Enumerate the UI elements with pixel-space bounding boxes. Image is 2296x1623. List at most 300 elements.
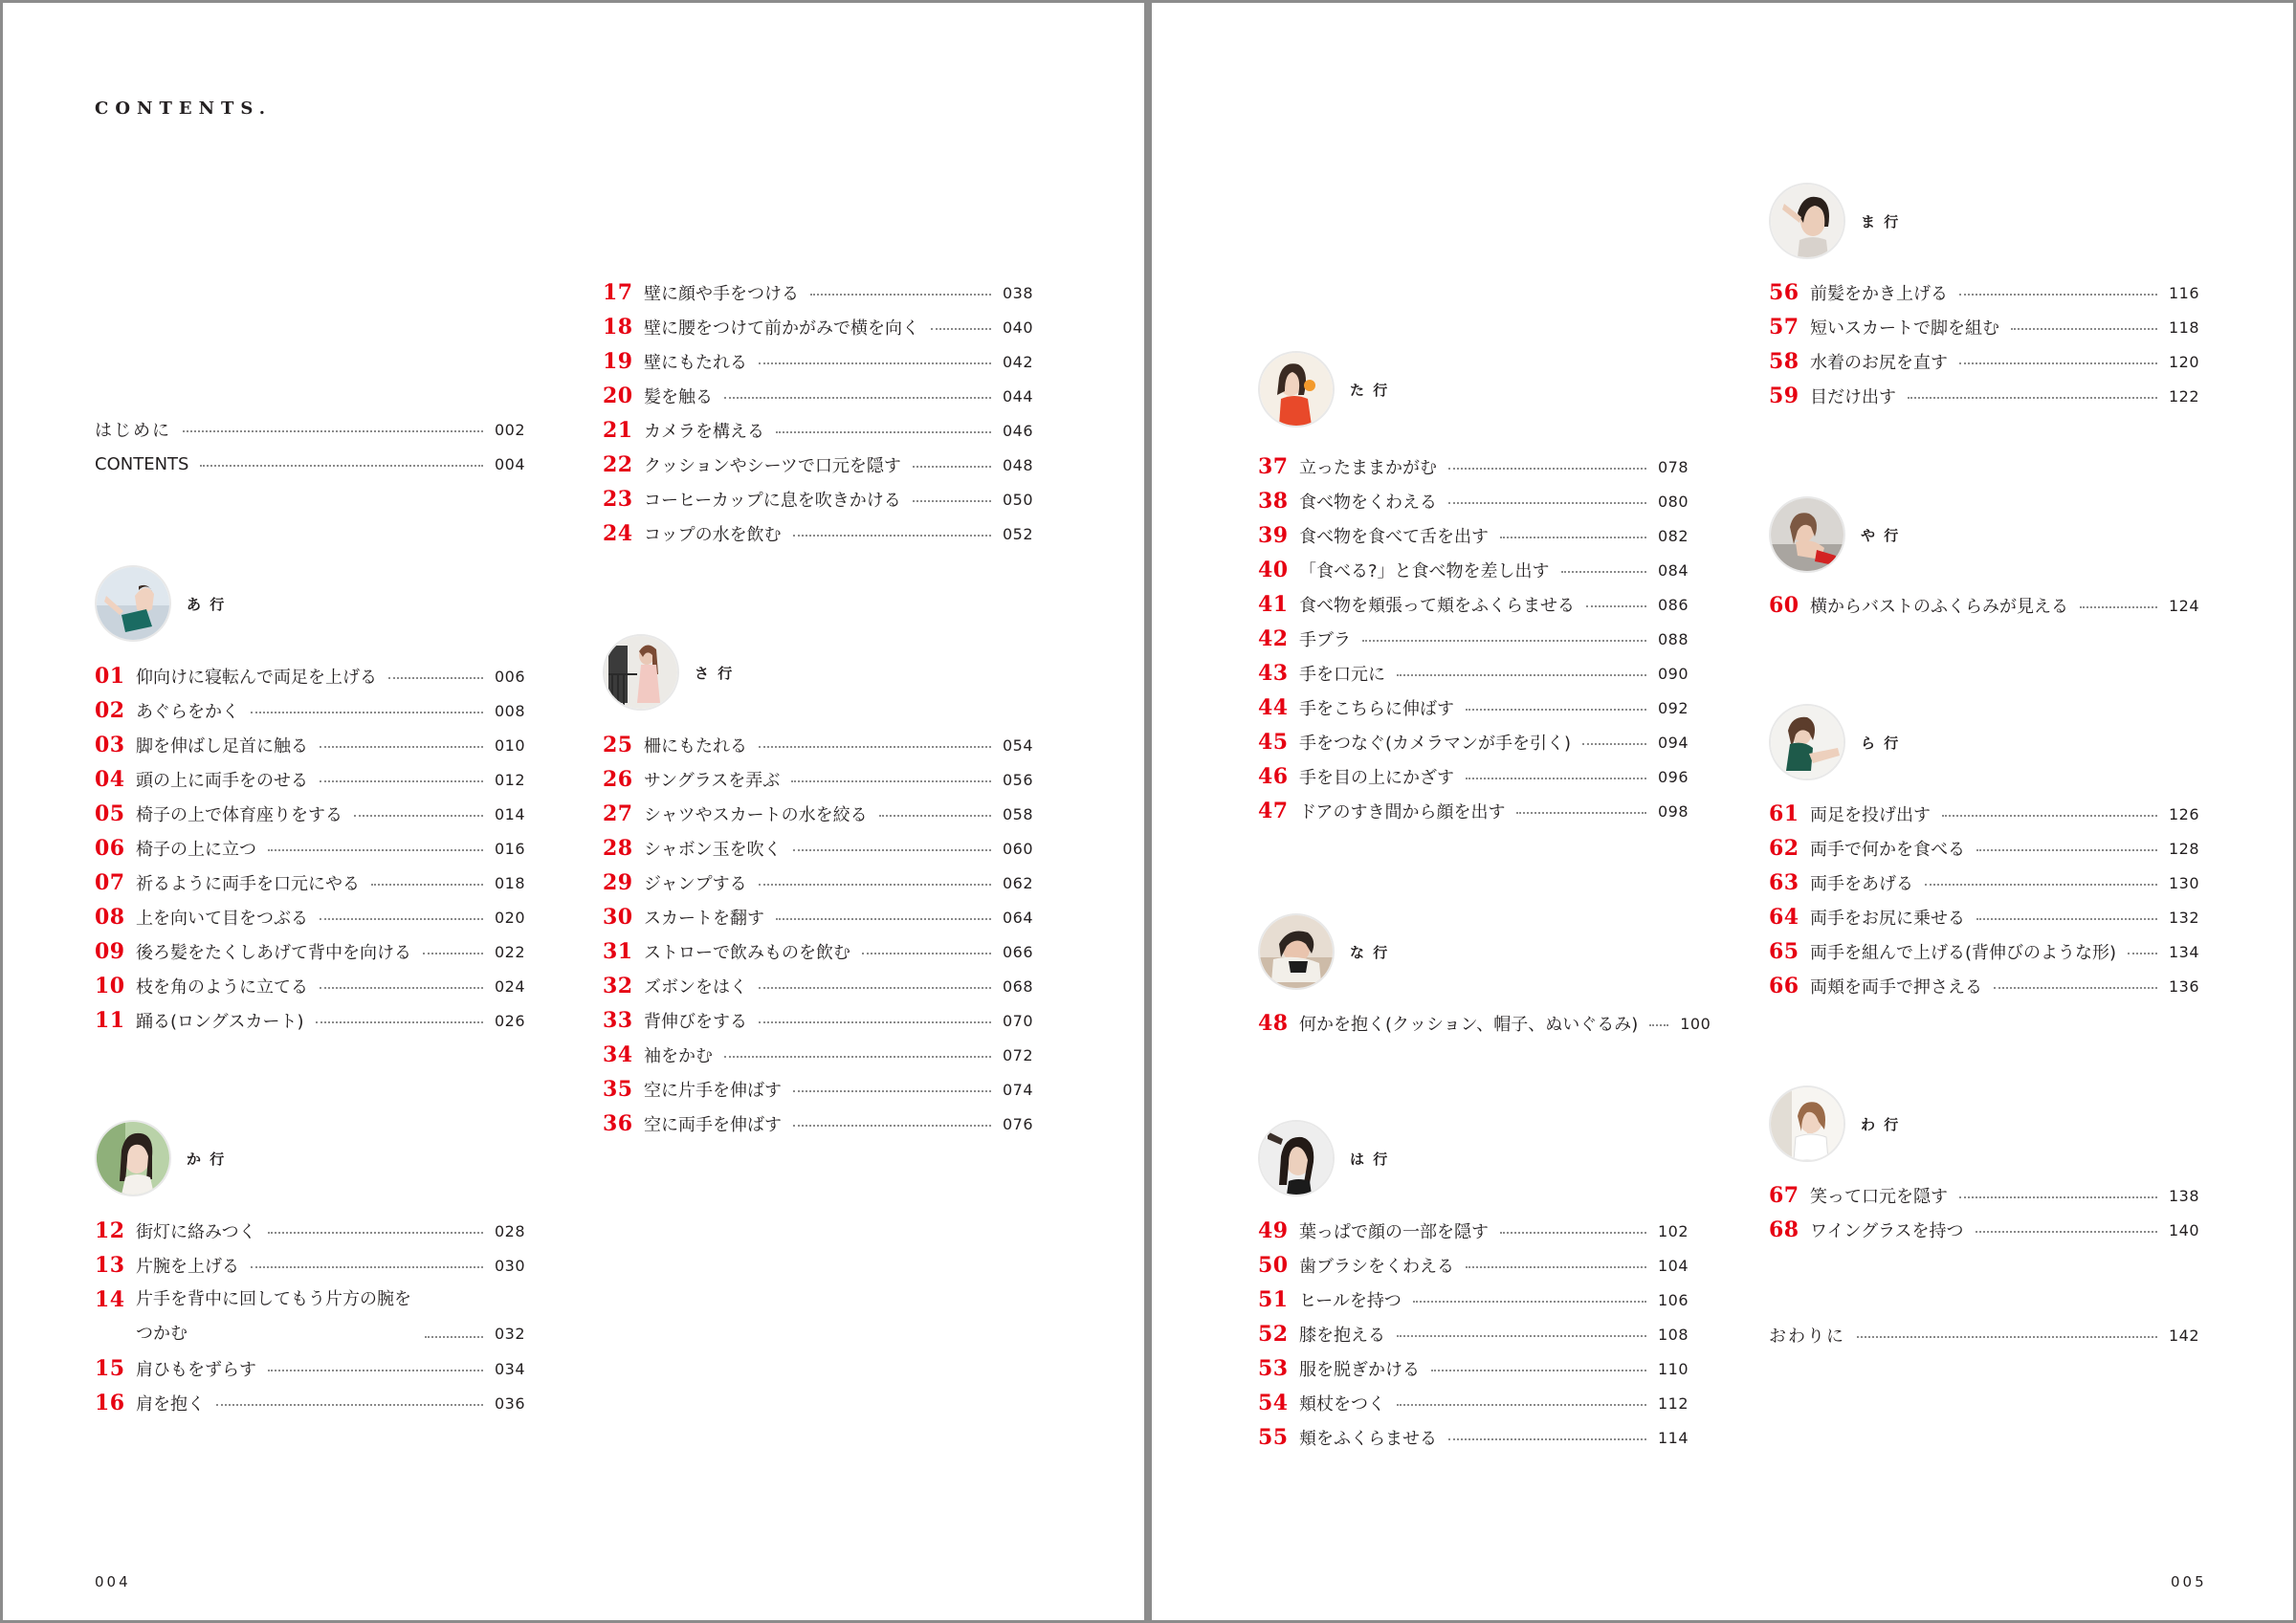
toc-entry[interactable] bbox=[1258, 622, 1689, 656]
dot-leader bbox=[1397, 1335, 1646, 1337]
entry-page: 018 bbox=[494, 873, 525, 892]
toc-entry[interactable] bbox=[1258, 1420, 1689, 1455]
entry-title: サングラスを弄ぶ bbox=[644, 771, 781, 791]
entry-title: 片手を背中に回してもう片方の腕をつかむ bbox=[136, 1289, 411, 1344]
entry-title: 両頬を両手で押さえる bbox=[1810, 977, 1982, 998]
dot-leader bbox=[913, 500, 991, 502]
toc-entry[interactable] bbox=[95, 1003, 525, 1038]
entry-number: 40 bbox=[1258, 558, 1289, 582]
dot-leader bbox=[724, 1056, 991, 1058]
section-label: ま 行 bbox=[1861, 212, 1901, 230]
dot-leader bbox=[1516, 812, 1645, 814]
entry-title: 祈るように両手を口元にやる bbox=[136, 874, 360, 894]
entry-number: 16 bbox=[95, 1391, 125, 1415]
entry-number: 21 bbox=[603, 418, 633, 443]
entry-number: 05 bbox=[95, 801, 125, 826]
entry-page: 082 bbox=[1657, 526, 1689, 545]
entry-number: 54 bbox=[1258, 1391, 1289, 1415]
entry-title: 食べ物を食べて舌を出す bbox=[1299, 527, 1489, 547]
entry-page: 008 bbox=[494, 701, 525, 720]
dot-leader bbox=[776, 918, 991, 920]
page-folio: 005 bbox=[2171, 1573, 2207, 1590]
toc-entry[interactable] bbox=[1769, 379, 2199, 413]
entry-page: 078 bbox=[1657, 457, 1689, 476]
dot-leader bbox=[2011, 328, 2157, 330]
entry-page: 116 bbox=[2168, 283, 2199, 302]
toc-entry[interactable] bbox=[603, 831, 1033, 866]
entry-number: 48 bbox=[1258, 1011, 1289, 1036]
dot-leader bbox=[793, 849, 991, 851]
toc-entry[interactable] bbox=[1258, 1006, 1711, 1041]
toc-entry[interactable] bbox=[95, 447, 525, 481]
toc-entry[interactable] bbox=[95, 900, 525, 934]
entry-title: 壁に腰をつけて前かがみで横を向く bbox=[644, 318, 919, 339]
toc-entry[interactable] bbox=[603, 448, 1033, 482]
entry-number: 47 bbox=[1258, 799, 1289, 823]
entry-page: 122 bbox=[2168, 386, 2199, 406]
dot-leader bbox=[1413, 1301, 1646, 1303]
dot-leader bbox=[316, 1021, 483, 1023]
toc-entry[interactable] bbox=[1258, 450, 1689, 484]
dot-leader bbox=[1397, 1404, 1646, 1406]
dot-leader bbox=[320, 746, 483, 748]
section-header-a bbox=[95, 565, 226, 642]
dot-leader bbox=[251, 1266, 483, 1268]
entry-page: 046 bbox=[1002, 421, 1033, 440]
entry-title: カメラを構える bbox=[644, 422, 764, 442]
entry-title: 後ろ髪をたくしあげて背中を向ける bbox=[136, 943, 411, 963]
entry-page: 004 bbox=[494, 454, 525, 473]
toc-entry[interactable] bbox=[95, 1283, 525, 1351]
entry-page: 120 bbox=[2168, 352, 2199, 371]
entry-page: 130 bbox=[2168, 873, 2199, 892]
entry-title: 手を目の上にかざす bbox=[1299, 768, 1454, 788]
dot-leader bbox=[320, 987, 483, 989]
dot-leader bbox=[251, 712, 483, 713]
entry-title: 手ブラ bbox=[1299, 630, 1351, 650]
entry-number: 62 bbox=[1769, 836, 1799, 861]
entry-number: 49 bbox=[1258, 1218, 1289, 1243]
dot-leader bbox=[1959, 362, 2157, 364]
toc-entry[interactable] bbox=[1258, 1351, 1689, 1386]
portrait-photo-icon bbox=[1769, 1086, 1845, 1162]
entry-page: 080 bbox=[1657, 492, 1689, 511]
dot-leader bbox=[200, 465, 482, 467]
entry-title: 服を脱ぎかける bbox=[1299, 1360, 1420, 1380]
portrait-photo-icon bbox=[95, 565, 171, 642]
entry-title: 立ったままかがむ bbox=[1299, 458, 1437, 478]
entry-page: 012 bbox=[494, 770, 525, 789]
entry-page: 102 bbox=[1657, 1221, 1689, 1240]
toc-entry[interactable] bbox=[1258, 1283, 1689, 1317]
entry-number: 33 bbox=[603, 1008, 633, 1033]
dot-leader bbox=[1994, 987, 2157, 989]
entry-title: おわりに bbox=[1769, 1327, 1845, 1347]
toc-entry[interactable] bbox=[1258, 484, 1689, 518]
dot-leader bbox=[1448, 1438, 1646, 1440]
dot-leader bbox=[724, 397, 991, 399]
toc-entry[interactable] bbox=[1258, 759, 1689, 794]
entry-page: 136 bbox=[2168, 976, 2199, 996]
entry-page: 044 bbox=[1002, 386, 1033, 406]
entry-number: 55 bbox=[1258, 1425, 1289, 1450]
dot-leader bbox=[423, 953, 483, 954]
section-label: わ 行 bbox=[1861, 1115, 1901, 1133]
entry-page: 076 bbox=[1002, 1114, 1033, 1133]
entry-title: 手をつなぐ(カメラマンが手を引く) bbox=[1299, 734, 1572, 754]
dot-leader bbox=[1908, 397, 2157, 399]
portrait-photo-icon bbox=[1258, 913, 1335, 990]
section-header-ma bbox=[1769, 183, 1900, 259]
toc-entry[interactable] bbox=[95, 1386, 525, 1420]
toc-entry[interactable] bbox=[95, 831, 525, 866]
entry-title: 頬をふくらませる bbox=[1299, 1429, 1437, 1449]
entry-number: 13 bbox=[95, 1253, 125, 1278]
toc-entry[interactable] bbox=[603, 934, 1033, 969]
toc-entry[interactable] bbox=[1258, 725, 1689, 759]
dot-leader bbox=[810, 294, 991, 296]
toc-entry[interactable] bbox=[95, 934, 525, 969]
entry-page: 084 bbox=[1657, 560, 1689, 580]
toc-entry[interactable] bbox=[95, 797, 525, 831]
section-header-ya bbox=[1769, 496, 1900, 573]
left-page bbox=[3, 3, 1144, 1620]
toc-entry[interactable] bbox=[603, 413, 1033, 448]
toc-entry[interactable] bbox=[603, 969, 1033, 1003]
toc-entry[interactable] bbox=[95, 866, 525, 900]
entry-page: 074 bbox=[1002, 1080, 1033, 1099]
entry-number: 42 bbox=[1258, 626, 1289, 651]
portrait-photo-icon bbox=[603, 634, 679, 711]
entry-title: 両手を組んで上げる(背伸びのような形) bbox=[1810, 943, 2117, 963]
toc-entry[interactable] bbox=[603, 1038, 1033, 1072]
entry-number: 63 bbox=[1769, 870, 1799, 895]
dot-leader bbox=[793, 535, 991, 537]
entry-title: 前髪をかき上げる bbox=[1810, 284, 1948, 304]
entry-number: 59 bbox=[1769, 384, 1799, 408]
toc-entry[interactable] bbox=[95, 762, 525, 797]
entry-number: 58 bbox=[1769, 349, 1799, 374]
toc-entry[interactable] bbox=[95, 659, 525, 693]
entry-page: 140 bbox=[2168, 1220, 2199, 1239]
toc-entry[interactable] bbox=[603, 866, 1033, 900]
entry-number: 26 bbox=[603, 767, 633, 792]
toc-entry[interactable] bbox=[95, 1214, 525, 1248]
entry-page: 058 bbox=[1002, 804, 1033, 823]
entry-number: 12 bbox=[95, 1218, 125, 1243]
entry-number: 17 bbox=[603, 280, 633, 305]
toc-entry[interactable] bbox=[95, 1351, 525, 1386]
page-folio: 004 bbox=[95, 1573, 131, 1590]
entry-page: 086 bbox=[1657, 595, 1689, 614]
entry-title: 食べ物をくわえる bbox=[1299, 493, 1437, 513]
toc-entry[interactable] bbox=[1769, 934, 2199, 969]
entry-page: 110 bbox=[1657, 1359, 1689, 1378]
entry-title: ジャンプする bbox=[644, 874, 747, 894]
portrait-photo-icon bbox=[1769, 704, 1845, 780]
toc-entry[interactable] bbox=[1769, 588, 2199, 623]
entry-page: 092 bbox=[1657, 698, 1689, 717]
toc-entry[interactable] bbox=[603, 797, 1033, 831]
dot-leader bbox=[1976, 1231, 2157, 1233]
entry-title: 空に片手を伸ばす bbox=[644, 1081, 782, 1101]
entry-title: 水着のお尻を直す bbox=[1810, 353, 1948, 373]
dot-leader bbox=[879, 815, 991, 817]
entry-page: 068 bbox=[1002, 976, 1033, 996]
dot-leader bbox=[2080, 606, 2157, 608]
dot-leader bbox=[388, 677, 483, 679]
toc-entry[interactable] bbox=[1769, 831, 2199, 866]
toc-entry[interactable] bbox=[603, 1072, 1033, 1107]
dot-leader bbox=[1959, 1196, 2157, 1198]
toc-entry[interactable] bbox=[1258, 1214, 1689, 1248]
entry-page: 138 bbox=[2168, 1186, 2199, 1205]
entry-title: 手をこちらに伸ばす bbox=[1299, 699, 1454, 719]
entry-number: 14 bbox=[95, 1287, 125, 1312]
entry-title: 壁にもたれる bbox=[644, 353, 747, 373]
entry-page: 128 bbox=[2168, 839, 2199, 858]
entry-page: 114 bbox=[1657, 1428, 1689, 1447]
entry-page: 066 bbox=[1002, 942, 1033, 961]
toc-entry[interactable] bbox=[1258, 1386, 1689, 1420]
entry-page: 096 bbox=[1657, 767, 1689, 786]
section-label: ら 行 bbox=[1861, 734, 1901, 752]
toc-entry[interactable] bbox=[603, 762, 1033, 797]
section-label: さ 行 bbox=[695, 664, 735, 682]
section-header-ra bbox=[1769, 704, 1900, 780]
entry-number: 32 bbox=[603, 974, 633, 998]
entry-number: 51 bbox=[1258, 1287, 1289, 1312]
section-header-ka bbox=[95, 1120, 226, 1196]
dot-leader bbox=[1362, 640, 1646, 642]
toc-entry[interactable] bbox=[1769, 969, 2199, 1003]
dot-leader bbox=[183, 430, 483, 432]
entry-number: 61 bbox=[1769, 801, 1799, 826]
entry-title: 空に両手を伸ばす bbox=[644, 1115, 782, 1135]
entry-title: 肩ひもをずらす bbox=[136, 1360, 256, 1380]
entry-title: クッションやシーツで口元を隠す bbox=[644, 456, 901, 476]
toc-entry[interactable] bbox=[603, 728, 1033, 762]
entry-number: 31 bbox=[603, 939, 633, 964]
toc-entry[interactable] bbox=[1769, 1178, 2199, 1213]
entry-number: 20 bbox=[603, 384, 633, 408]
toc-entry[interactable] bbox=[95, 728, 525, 762]
entry-title: 背伸びをする bbox=[644, 1012, 747, 1032]
entry-page: 070 bbox=[1002, 1011, 1033, 1030]
entry-title: 両手をお尻に乗せる bbox=[1810, 909, 1965, 929]
toc-entry[interactable] bbox=[603, 1003, 1033, 1038]
dot-leader bbox=[1561, 571, 1646, 573]
toc-entry[interactable] bbox=[1769, 310, 2199, 344]
entry-title: 片腕を上げる bbox=[136, 1257, 239, 1277]
toc-entry[interactable] bbox=[1258, 691, 1689, 725]
dot-leader bbox=[913, 466, 991, 468]
entry-title: ストローで飲みものを飲む bbox=[644, 943, 850, 963]
entry-page: 098 bbox=[1657, 801, 1689, 821]
toc-entry[interactable] bbox=[1258, 518, 1689, 553]
toc-entry[interactable] bbox=[603, 379, 1033, 413]
entry-page: 034 bbox=[494, 1359, 525, 1378]
dot-leader bbox=[268, 849, 483, 851]
entry-page: 124 bbox=[2168, 596, 2199, 615]
entry-page: 112 bbox=[1657, 1393, 1689, 1413]
entry-title: ズボンをはく bbox=[644, 977, 747, 998]
entry-page: 062 bbox=[1002, 873, 1033, 892]
entry-number: 64 bbox=[1769, 905, 1799, 930]
dot-leader bbox=[759, 884, 991, 886]
entry-page: 016 bbox=[494, 839, 525, 858]
toc-entry[interactable] bbox=[1258, 1317, 1689, 1351]
entry-page: 030 bbox=[494, 1256, 525, 1275]
toc-entry[interactable] bbox=[1258, 1248, 1689, 1283]
toc-entry[interactable] bbox=[1258, 656, 1689, 691]
section-label: や 行 bbox=[1861, 526, 1901, 544]
toc-entry[interactable] bbox=[1769, 797, 2199, 831]
entry-title: 葉っぱで顔の一部を隠す bbox=[1299, 1222, 1489, 1242]
entry-title: 横からバストのふくらみが見える bbox=[1810, 597, 2068, 617]
dot-leader bbox=[1448, 502, 1646, 504]
entry-title: ワイングラスを持つ bbox=[1810, 1221, 1964, 1241]
entry-title: 壁に顔や手をつける bbox=[644, 284, 799, 304]
dot-leader bbox=[2128, 953, 2157, 954]
dot-leader bbox=[1959, 294, 2157, 296]
toc-entry[interactable] bbox=[95, 412, 525, 447]
entry-title: シャツやスカートの水を絞る bbox=[644, 805, 868, 825]
toc-entry[interactable] bbox=[1258, 553, 1689, 587]
section-label: は 行 bbox=[1350, 1150, 1390, 1168]
entry-page: 042 bbox=[1002, 352, 1033, 371]
entry-number: 28 bbox=[603, 836, 633, 861]
entry-title: コーヒーカップに息を吹きかける bbox=[644, 491, 901, 511]
entry-title: スカートを翻す bbox=[644, 909, 764, 929]
entry-title: 笑って口元を隠す bbox=[1810, 1187, 1948, 1207]
toc-entry[interactable] bbox=[95, 969, 525, 1003]
dot-leader bbox=[268, 1370, 483, 1371]
toc-entry[interactable] bbox=[603, 900, 1033, 934]
entry-title: 歯ブラシをくわえる bbox=[1299, 1257, 1454, 1277]
toc-entry[interactable] bbox=[1258, 587, 1689, 622]
dot-leader bbox=[1942, 815, 2157, 817]
dot-leader bbox=[1448, 468, 1646, 470]
entry-title: 食べ物を頬張って頬をふくらませる bbox=[1299, 596, 1575, 616]
entry-page: 040 bbox=[1002, 318, 1033, 337]
entry-title: ドアのすき間から顔を出す bbox=[1299, 802, 1506, 822]
portrait-photo-icon bbox=[1258, 1120, 1335, 1196]
entry-number: 27 bbox=[603, 801, 633, 826]
dot-leader bbox=[931, 328, 991, 330]
entry-number: 15 bbox=[95, 1356, 125, 1381]
section-label: な 行 bbox=[1350, 943, 1390, 961]
entry-number: 57 bbox=[1769, 315, 1799, 340]
entry-number: 37 bbox=[1258, 454, 1289, 479]
entry-number: 23 bbox=[603, 487, 633, 512]
dot-leader bbox=[1466, 778, 1646, 779]
toc-entry[interactable] bbox=[1258, 794, 1689, 828]
toc-entry[interactable] bbox=[603, 482, 1033, 516]
entry-page: 022 bbox=[494, 942, 525, 961]
toc-entry[interactable] bbox=[95, 1248, 525, 1283]
entry-number: 66 bbox=[1769, 974, 1799, 998]
toc-entry[interactable] bbox=[1769, 1318, 2199, 1352]
dot-leader bbox=[1466, 709, 1646, 711]
toc-entry[interactable] bbox=[603, 516, 1033, 551]
dot-leader bbox=[216, 1404, 483, 1406]
entry-title: 椅子の上に立つ bbox=[136, 840, 256, 860]
dot-leader bbox=[354, 815, 483, 817]
entry-number: 11 bbox=[95, 1008, 125, 1033]
toc-entry[interactable] bbox=[1769, 866, 2199, 900]
toc-entry[interactable] bbox=[603, 344, 1033, 379]
toc-entry[interactable] bbox=[603, 1107, 1033, 1141]
entry-page: 094 bbox=[1657, 733, 1689, 752]
dot-leader bbox=[791, 780, 991, 782]
entry-number: 29 bbox=[603, 870, 633, 895]
entry-page: 126 bbox=[2168, 804, 2199, 823]
dot-leader bbox=[862, 953, 991, 954]
dot-leader bbox=[1857, 1336, 2157, 1338]
dot-leader bbox=[1466, 1266, 1646, 1268]
entry-page: 002 bbox=[494, 420, 525, 439]
entry-page: 052 bbox=[1002, 524, 1033, 543]
entry-title: コップの水を飲む bbox=[644, 525, 782, 545]
toc-entry[interactable] bbox=[1769, 1213, 2199, 1247]
entry-title: ヒールを持つ bbox=[1299, 1291, 1402, 1311]
entry-title: あぐらをかく bbox=[136, 702, 239, 722]
entry-number: 38 bbox=[1258, 489, 1289, 514]
entry-page: 090 bbox=[1657, 664, 1689, 683]
toc-entry[interactable] bbox=[1769, 275, 2199, 310]
toc-entry[interactable] bbox=[603, 275, 1033, 310]
entry-page: 032 bbox=[494, 1325, 525, 1343]
entry-page: 020 bbox=[494, 908, 525, 927]
entry-title: はじめに bbox=[95, 421, 171, 441]
dot-leader bbox=[320, 918, 483, 920]
portrait-photo-icon bbox=[1258, 351, 1335, 428]
entry-page: 056 bbox=[1002, 770, 1033, 789]
dot-leader bbox=[320, 780, 483, 782]
toc-entry[interactable] bbox=[1769, 344, 2199, 379]
dot-leader bbox=[759, 1021, 991, 1023]
entry-number: 60 bbox=[1769, 593, 1799, 618]
toc-entry[interactable] bbox=[1769, 900, 2199, 934]
entry-page: 014 bbox=[494, 804, 525, 823]
entry-number: 06 bbox=[95, 836, 125, 861]
entry-page: 132 bbox=[2168, 908, 2199, 927]
dot-leader bbox=[793, 1090, 991, 1092]
entry-number: 04 bbox=[95, 767, 125, 792]
toc-entry[interactable] bbox=[95, 693, 525, 728]
dot-leader bbox=[776, 431, 991, 433]
entry-title: 踊る(ロングスカート) bbox=[136, 1012, 304, 1032]
portrait-photo-icon bbox=[1769, 496, 1845, 573]
toc-entry[interactable] bbox=[603, 310, 1033, 344]
section-header-ha bbox=[1258, 1120, 1389, 1196]
entry-number: 24 bbox=[603, 521, 633, 546]
dot-leader bbox=[759, 746, 991, 748]
section-header-na bbox=[1258, 913, 1389, 990]
entry-page: 050 bbox=[1002, 490, 1033, 509]
entry-title: 肩を抱く bbox=[136, 1394, 205, 1415]
dot-leader bbox=[1431, 1370, 1646, 1371]
entry-page: 036 bbox=[494, 1393, 525, 1413]
contents-heading: CONTENTS. bbox=[95, 99, 273, 119]
entry-title: CONTENTS bbox=[95, 453, 189, 474]
entry-page: 054 bbox=[1002, 735, 1033, 755]
entry-title: 上を向いて目をつぶる bbox=[136, 909, 308, 929]
entry-page: 106 bbox=[1657, 1290, 1689, 1309]
section-label: か 行 bbox=[187, 1150, 227, 1168]
entry-page: 010 bbox=[494, 735, 525, 755]
